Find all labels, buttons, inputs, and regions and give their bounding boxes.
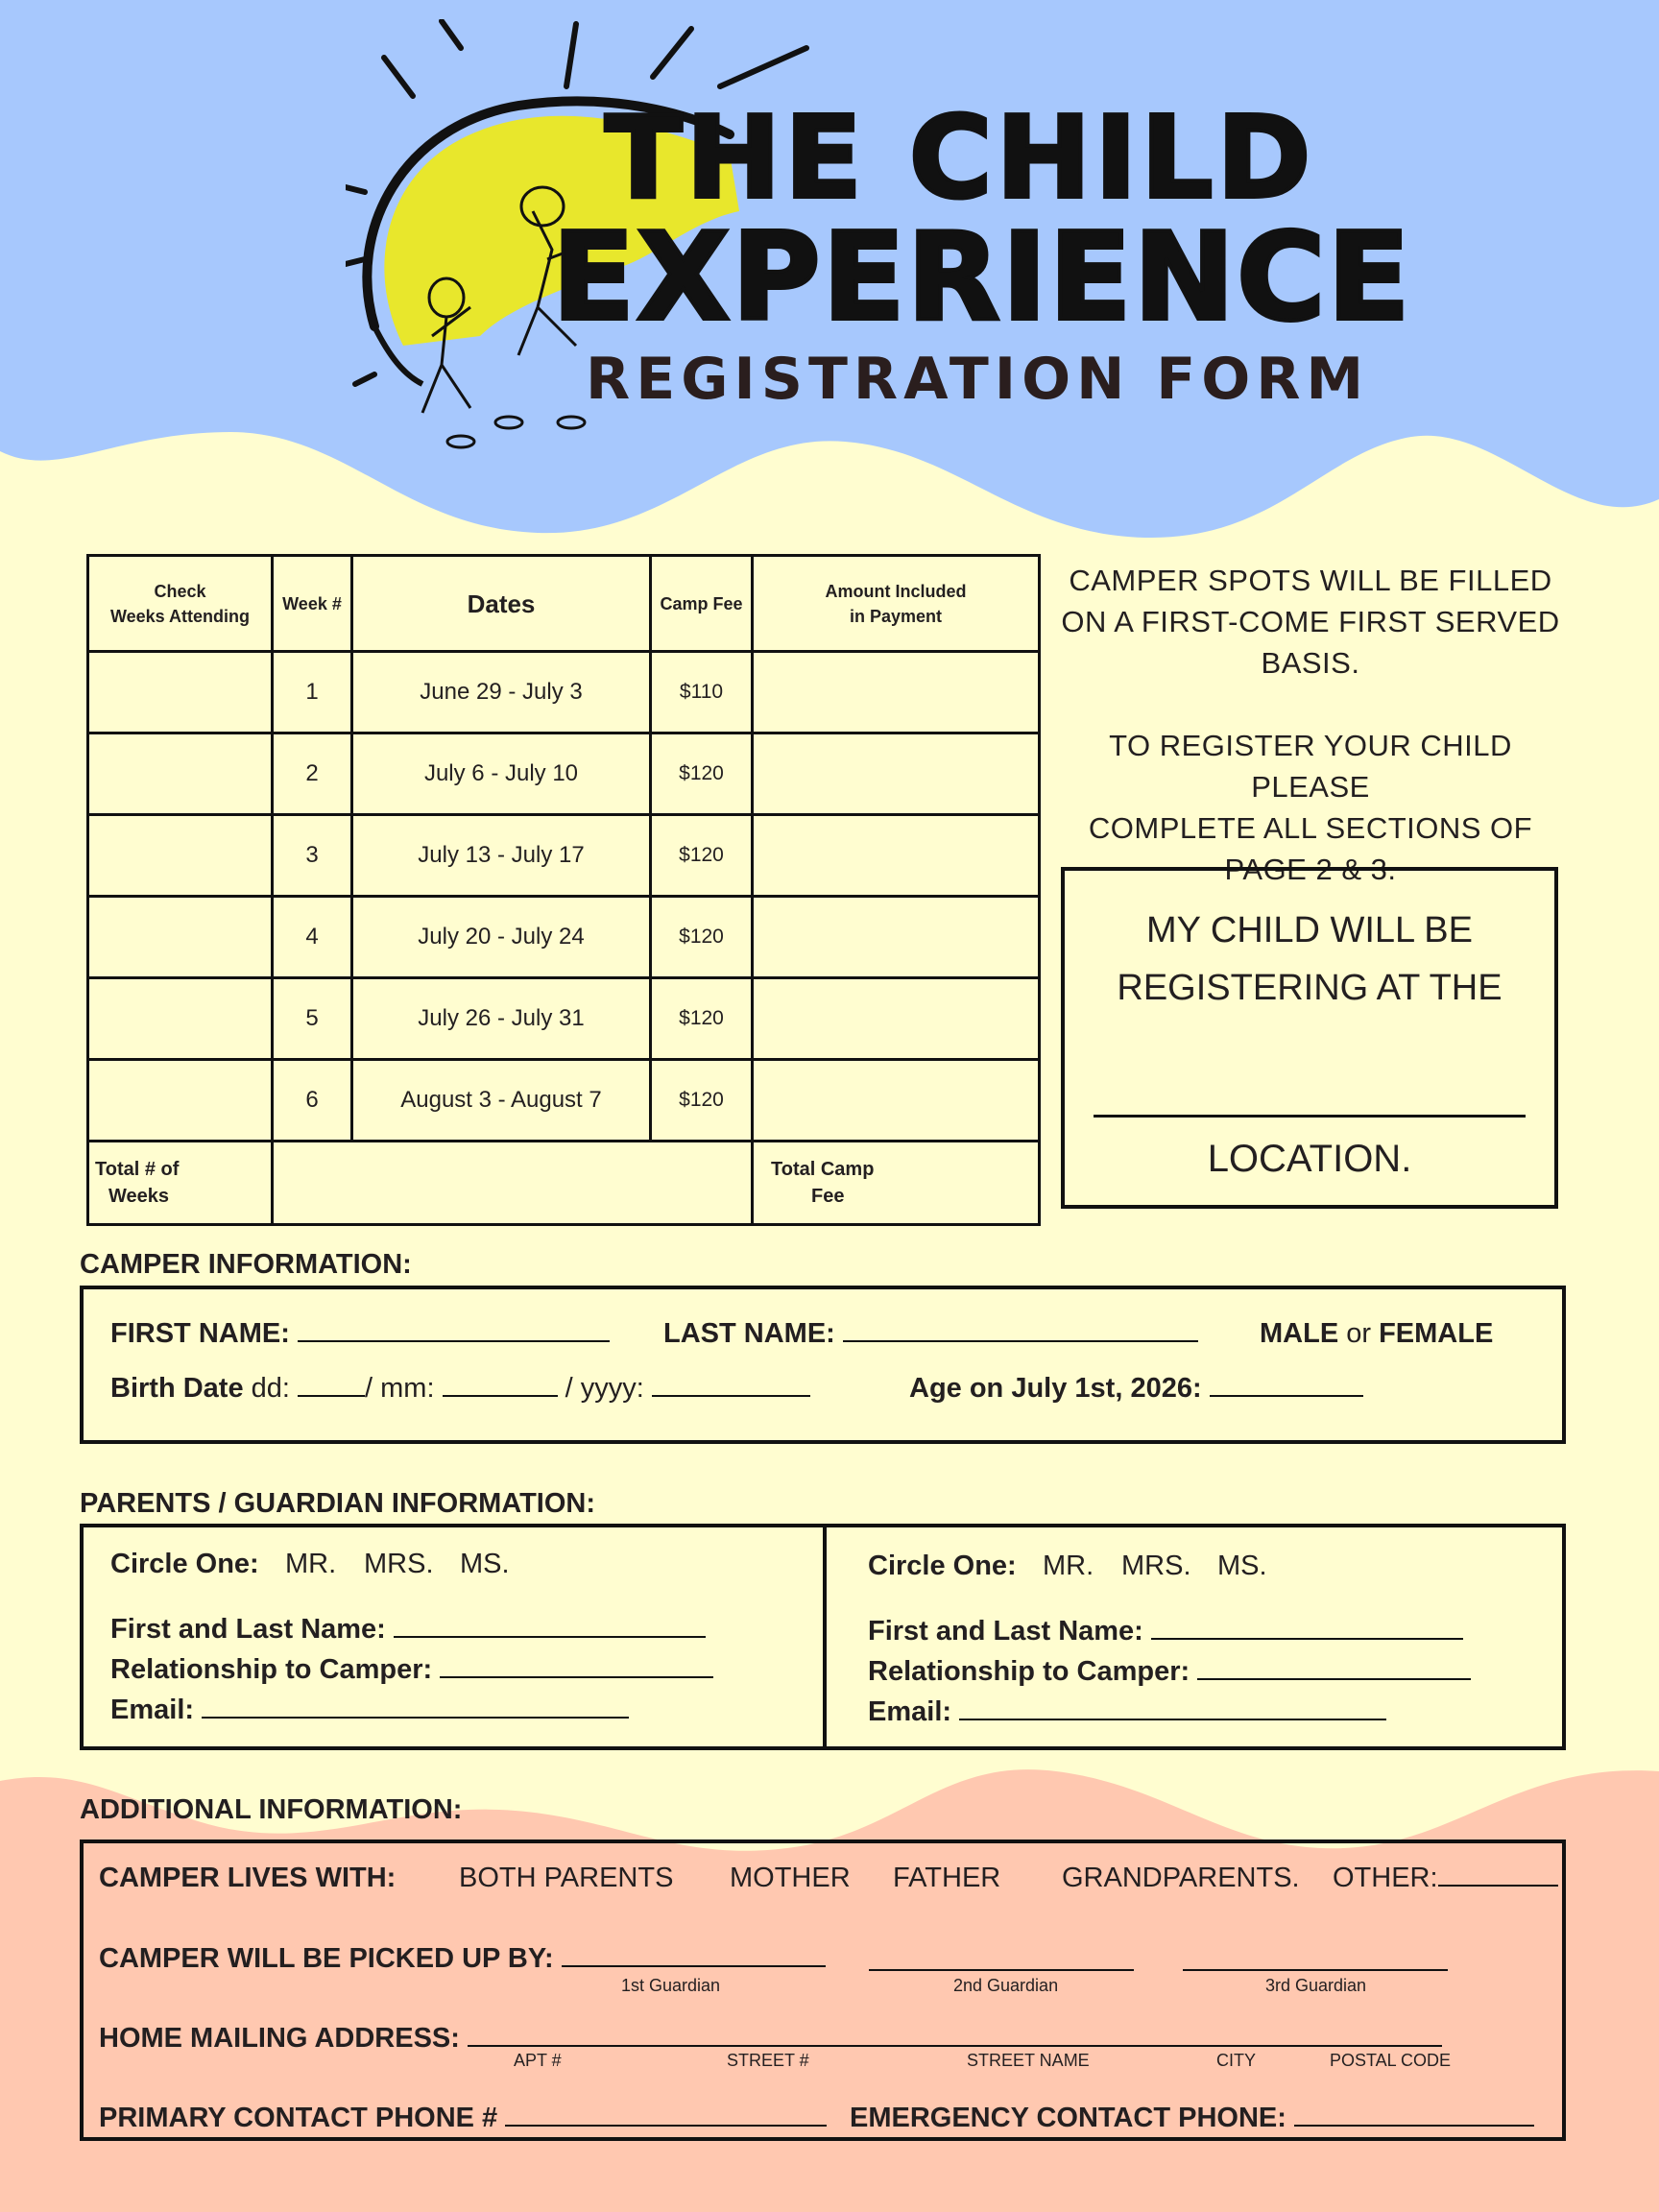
- guardian1-caption: 1st Guardian: [621, 1976, 721, 1995]
- week-checkbox[interactable]: [88, 815, 273, 897]
- age-field[interactable]: [1210, 1394, 1363, 1397]
- title-line-1: THE CHILD: [605, 91, 1315, 224]
- week-dates: July 20 - July 24: [352, 897, 651, 978]
- total-row: [88, 1142, 1040, 1225]
- registration-notice: CAMPER SPOTS WILL BE FILLED ON A FIRST-COME FIRST SERVED BASIS. TO REGISTER YOUR CHILD PLEASE COMPLETE ALL SECTIONS OF PAGE 2 & 3.: [1061, 564, 1560, 886]
- guardian2-relationship-field[interactable]: [1197, 1677, 1471, 1680]
- lives-both-parents-option[interactable]: BOTH PARENTS: [459, 1863, 674, 1893]
- week-number: 4: [273, 897, 352, 978]
- guardian-heading: PARENTS / GUARDIAN INFORMATION:: [80, 1488, 596, 1519]
- table-row: [88, 897, 1040, 978]
- amount-cell[interactable]: [753, 1060, 1040, 1142]
- primary-phone-field[interactable]: [505, 2124, 827, 2127]
- lives-grandparents-option[interactable]: GRANDPARENTS.: [1062, 1863, 1300, 1893]
- week-fee: $120: [651, 815, 753, 897]
- address-field[interactable]: [468, 2044, 1442, 2047]
- table-row: [88, 1060, 1040, 1142]
- title-line-3: REGISTRATION FORM: [586, 346, 1370, 413]
- first-name-field[interactable]: [298, 1339, 610, 1342]
- camper-heading: CAMPER INFORMATION:: [80, 1249, 412, 1280]
- guardian1-relationship-field[interactable]: [440, 1675, 713, 1678]
- week-number: 3: [273, 815, 352, 897]
- pickup-guardian1-field[interactable]: [562, 1964, 826, 1967]
- amount-cell[interactable]: [753, 897, 1040, 978]
- title-ms-option[interactable]: MS.: [460, 1549, 510, 1579]
- birth-date-label: Birth Date: [110, 1373, 244, 1404]
- age-label: Age on July 1st, 2026:: [909, 1373, 1202, 1404]
- street-number-caption: STREET #: [727, 2051, 809, 2070]
- lives-mother-option[interactable]: MOTHER: [730, 1863, 851, 1893]
- city-caption: CITY: [1216, 2051, 1257, 2070]
- location-blank[interactable]: [1094, 1115, 1526, 1118]
- check-header: Check Weeks Attending: [88, 556, 273, 652]
- week-dates: July 26 - July 31: [352, 978, 651, 1060]
- amount-cell[interactable]: [753, 652, 1040, 733]
- apt-caption: APT #: [514, 2051, 562, 2070]
- postal-code-caption: POSTAL CODE: [1330, 2051, 1452, 2070]
- guardian2-caption: 2nd Guardian: [953, 1976, 1059, 1995]
- guardian-box: Circle One: MR. MRS. MS. First and Last Name: Relationship to Camper: Email: Circle One: MR. MRS. MS. First and Last Name: Relationship to Camper: Email:: [80, 1524, 1566, 1750]
- guardian1-email-field[interactable]: [202, 1716, 629, 1719]
- lives-with-label: CAMPER LIVES WITH:: [99, 1863, 397, 1893]
- amount-cell[interactable]: [753, 815, 1040, 897]
- week-fee: $120: [651, 733, 753, 815]
- birth-year-field[interactable]: [652, 1394, 810, 1397]
- table-row: [88, 978, 1040, 1060]
- week-dates: July 6 - July 10: [352, 733, 651, 815]
- lives-other-field[interactable]: [1438, 1884, 1558, 1887]
- guardian1-name-field[interactable]: [394, 1635, 706, 1638]
- emergency-phone-field[interactable]: [1294, 2124, 1534, 2127]
- weeks-table: [86, 554, 1041, 1226]
- table-row: [88, 733, 1040, 815]
- week-fee: $120: [651, 897, 753, 978]
- week-number: 6: [273, 1060, 352, 1142]
- title-mr-option[interactable]: MR.: [285, 1549, 337, 1579]
- first-name-label: FIRST NAME:: [110, 1318, 290, 1349]
- week-fee: $120: [651, 1060, 753, 1142]
- week-header: Week #: [273, 556, 352, 652]
- amount-cell[interactable]: [753, 733, 1040, 815]
- address-label: HOME MAILING ADDRESS:: [99, 2023, 460, 2054]
- total-weeks-label: Total # of Weeks: [88, 1142, 273, 1225]
- title-mr-option[interactable]: MR.: [1043, 1551, 1094, 1581]
- week-dates: August 3 - August 7: [352, 1060, 651, 1142]
- table-row: [88, 652, 1040, 733]
- week-fee: $110: [651, 652, 753, 733]
- week-checkbox[interactable]: [88, 652, 273, 733]
- last-name-field[interactable]: [843, 1339, 1198, 1342]
- guardian2-name-field[interactable]: [1151, 1637, 1463, 1640]
- pickup-guardian3-field[interactable]: [1183, 1969, 1448, 1971]
- week-dates: July 13 - July 17: [352, 815, 651, 897]
- fee-header: Camp Fee: [651, 556, 753, 652]
- additional-box: [80, 1839, 1566, 2141]
- picked-up-label: CAMPER WILL BE PICKED UP BY:: [99, 1943, 554, 1974]
- birth-day-field[interactable]: [298, 1394, 365, 1397]
- total-fee-label[interactable]: Total Camp Fee: [753, 1142, 1040, 1225]
- week-number: 5: [273, 978, 352, 1060]
- title-ms-option[interactable]: MS.: [1217, 1551, 1267, 1581]
- week-number: 1: [273, 652, 352, 733]
- guardian2-email-field[interactable]: [959, 1718, 1386, 1720]
- primary-phone-label: PRIMARY CONTACT PHONE #: [99, 2103, 498, 2133]
- additional-heading: ADDITIONAL INFORMATION:: [80, 1794, 463, 1825]
- amount-header: Amount Included in Payment: [753, 556, 1040, 652]
- week-checkbox[interactable]: [88, 733, 273, 815]
- gender-option[interactable]: MALE or FEMALE: [1260, 1318, 1494, 1349]
- street-name-caption: STREET NAME: [967, 2051, 1090, 2070]
- week-checkbox[interactable]: [88, 897, 273, 978]
- emergency-phone-label: EMERGENCY CONTACT PHONE:: [850, 2103, 1286, 2133]
- location-box: MY CHILD WILL BE REGISTERING AT THE LOCATION.: [1061, 867, 1558, 1209]
- title-mrs-option[interactable]: MRS.: [364, 1549, 434, 1579]
- lives-father-option[interactable]: FATHER: [893, 1863, 1001, 1893]
- week-checkbox[interactable]: [88, 1060, 273, 1142]
- week-checkbox[interactable]: [88, 978, 273, 1060]
- camper-box: FIRST NAME: LAST NAME: MALE or FEMALE Birth Date dd: / mm: / yyyy: Age on July 1st, 2026:: [80, 1286, 1566, 1444]
- birth-month-field[interactable]: [443, 1394, 558, 1397]
- guardian-divider: [823, 1527, 827, 1746]
- table-row: [88, 815, 1040, 897]
- last-name-label: LAST NAME:: [663, 1318, 835, 1349]
- week-number: 2: [273, 733, 352, 815]
- lives-other-option[interactable]: OTHER:: [1333, 1863, 1558, 1894]
- guardian3-caption: 3rd Guardian: [1265, 1976, 1367, 1995]
- pickup-guardian2-field[interactable]: [869, 1969, 1134, 1971]
- table-header-row: [88, 556, 1040, 652]
- title-line-2: EXPERIENCE: [552, 206, 1412, 348]
- total-weeks-value[interactable]: [273, 1142, 753, 1225]
- dates-header: Dates: [352, 556, 651, 652]
- title-mrs-option[interactable]: MRS.: [1121, 1551, 1191, 1581]
- week-fee: $120: [651, 978, 753, 1060]
- week-dates: June 29 - July 3: [352, 652, 651, 733]
- amount-cell[interactable]: [753, 978, 1040, 1060]
